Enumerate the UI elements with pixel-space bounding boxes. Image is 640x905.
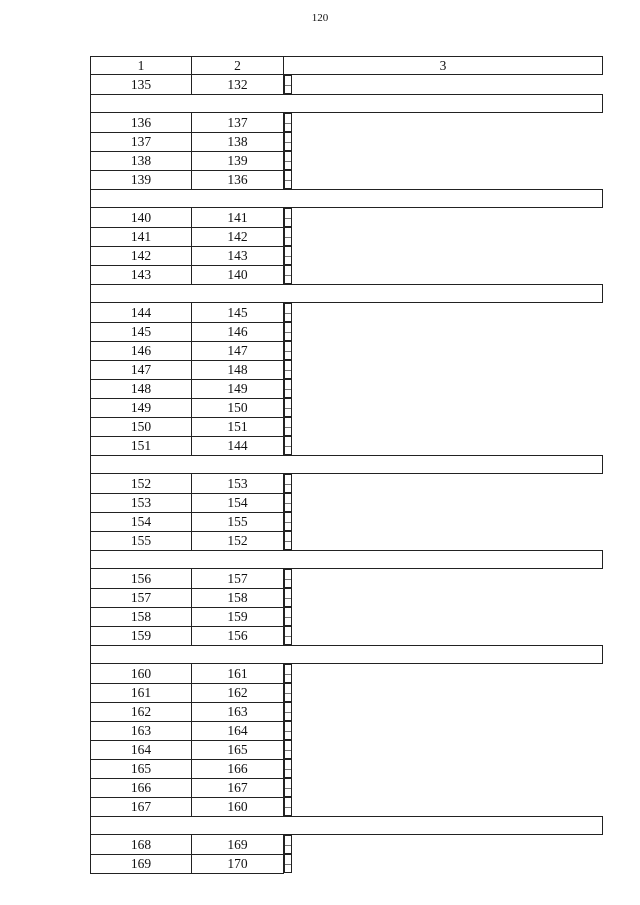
- dash-cell: –: [284, 170, 292, 189]
- separator-cell: [91, 551, 603, 569]
- dash-cell: –: [284, 664, 292, 683]
- dash-cell: –: [284, 740, 292, 759]
- number-cell: 159: [192, 607, 284, 626]
- number-cell: 143: [192, 246, 284, 265]
- table-header-row: [91, 57, 603, 75]
- table-row: [91, 360, 603, 379]
- table-row: [91, 759, 603, 778]
- number-cell: 149: [192, 379, 284, 398]
- number-cell: 140: [192, 265, 284, 285]
- table-row: [91, 854, 603, 873]
- number-cell: 153: [192, 474, 284, 494]
- number-cell: 169: [91, 854, 192, 873]
- number-cell: 166: [91, 778, 192, 797]
- table-row: [91, 588, 603, 607]
- dash-cell: –: [284, 113, 292, 132]
- number-cell: 142: [91, 246, 192, 265]
- number-cell: 165: [91, 759, 192, 778]
- table-row: [91, 626, 603, 646]
- number-cell: 145: [192, 303, 284, 323]
- number-cell: 148: [91, 379, 192, 398]
- number-cell: 159: [91, 626, 192, 646]
- number-cell: 142: [192, 227, 284, 246]
- number-cell: 161: [91, 683, 192, 702]
- number-cell: 155: [91, 531, 192, 551]
- group-separator-row: [91, 551, 603, 569]
- table-row: [91, 132, 603, 151]
- number-cell: 167: [192, 778, 284, 797]
- separator-cell: [91, 95, 603, 113]
- number-cell: 143: [91, 265, 192, 285]
- dash-cell: –: [284, 246, 292, 265]
- dash-cell: –: [284, 683, 292, 702]
- separator-cell: [91, 285, 603, 303]
- table-row: [91, 778, 603, 797]
- table-row: [91, 740, 603, 759]
- number-cell: 139: [91, 170, 192, 190]
- number-cell: 164: [192, 721, 284, 740]
- group-separator-row: [91, 817, 603, 835]
- table-row: [91, 569, 603, 589]
- group-separator-row: [91, 190, 603, 208]
- separator-cell: [91, 817, 603, 835]
- number-cell: 136: [192, 170, 284, 190]
- table-row: [91, 417, 603, 436]
- number-cell: 144: [91, 303, 192, 323]
- dash-cell: –: [284, 607, 292, 626]
- number-cell: 132: [192, 75, 284, 95]
- number-cell: 164: [91, 740, 192, 759]
- dash-cell: –: [284, 398, 292, 417]
- table-row: [91, 436, 603, 456]
- dash-cell: –: [284, 303, 292, 322]
- group-separator-row: [91, 456, 603, 474]
- dash-cell: –: [284, 569, 292, 588]
- number-cell: 157: [192, 569, 284, 589]
- table-row: [91, 398, 603, 417]
- number-cell: 141: [91, 227, 192, 246]
- number-cell: 147: [192, 341, 284, 360]
- table-row: [91, 531, 603, 551]
- number-cell: 161: [192, 664, 284, 684]
- table-body: [91, 57, 603, 874]
- dash-cell: –: [284, 341, 292, 360]
- dash-cell: –: [284, 588, 292, 607]
- number-cell: 155: [192, 512, 284, 531]
- number-cell: 150: [91, 417, 192, 436]
- table-row: [91, 379, 603, 398]
- dash-cell: –: [284, 531, 292, 550]
- number-cell: 137: [192, 113, 284, 133]
- number-cell: 168: [91, 835, 192, 855]
- number-cell: 157: [91, 588, 192, 607]
- dash-cell: –: [284, 626, 292, 645]
- table-row: [91, 341, 603, 360]
- dash-cell: –: [284, 835, 292, 854]
- dash-cell: –: [284, 360, 292, 379]
- group-separator-row: [91, 285, 603, 303]
- group-separator-row: [91, 646, 603, 664]
- table-row: [91, 265, 603, 285]
- number-cell: 154: [91, 512, 192, 531]
- dash-cell: –: [284, 797, 292, 816]
- number-cell: 167: [91, 797, 192, 817]
- dash-cell: –: [284, 721, 292, 740]
- number-cell: 154: [192, 493, 284, 512]
- table-row: [91, 702, 603, 721]
- number-cell: 150: [192, 398, 284, 417]
- table-row: [91, 721, 603, 740]
- number-cell: 158: [91, 607, 192, 626]
- dash-cell: –: [284, 132, 292, 151]
- number-cell: 136: [91, 113, 192, 133]
- table-row: [91, 75, 603, 95]
- table-row: [91, 797, 603, 817]
- number-cell: 138: [192, 132, 284, 151]
- data-table: [90, 56, 603, 874]
- table-row: [91, 683, 603, 702]
- number-cell: 165: [192, 740, 284, 759]
- number-cell: 146: [91, 341, 192, 360]
- number-cell: 162: [91, 702, 192, 721]
- table-row: [91, 227, 603, 246]
- table-row: [91, 170, 603, 190]
- table-row: [91, 512, 603, 531]
- number-cell: 139: [192, 151, 284, 170]
- number-cell: 160: [91, 664, 192, 684]
- table-row: [91, 113, 603, 133]
- dash-cell: –: [284, 702, 292, 721]
- number-cell: 166: [192, 759, 284, 778]
- dash-cell: –: [284, 379, 292, 398]
- table-row: [91, 474, 603, 494]
- table-row: [91, 835, 603, 855]
- number-cell: 163: [192, 702, 284, 721]
- number-cell: 140: [91, 208, 192, 228]
- number-cell: 163: [91, 721, 192, 740]
- dash-cell: –: [284, 854, 292, 873]
- number-cell: 170: [192, 854, 284, 873]
- dash-cell: –: [284, 227, 292, 246]
- dash-cell: –: [284, 265, 292, 284]
- number-cell: 152: [91, 474, 192, 494]
- dash-cell: –: [284, 436, 292, 455]
- dash-cell: –: [284, 512, 292, 531]
- dash-cell: –: [284, 493, 292, 512]
- dash-cell: –: [284, 75, 292, 94]
- dash-cell: –: [284, 759, 292, 778]
- number-cell: 148: [192, 360, 284, 379]
- separator-cell: [91, 646, 603, 664]
- column-header: 2: [192, 57, 284, 75]
- number-cell: 137: [91, 132, 192, 151]
- table-row: [91, 664, 603, 684]
- dash-cell: –: [284, 151, 292, 170]
- table-row: [91, 607, 603, 626]
- separator-cell: [91, 190, 603, 208]
- table-row: [91, 208, 603, 228]
- number-cell: 146: [192, 322, 284, 341]
- dash-cell: –: [284, 474, 292, 493]
- separator-cell: [91, 456, 603, 474]
- dash-cell: –: [284, 417, 292, 436]
- dash-cell: –: [284, 778, 292, 797]
- table-row: [91, 322, 603, 341]
- dash-cell: –: [284, 322, 292, 341]
- number-cell: 160: [192, 797, 284, 817]
- number-cell: 151: [91, 436, 192, 456]
- table-row: [91, 151, 603, 170]
- table-row: [91, 246, 603, 265]
- number-cell: 147: [91, 360, 192, 379]
- number-cell: 169: [192, 835, 284, 855]
- number-cell: 149: [91, 398, 192, 417]
- number-cell: 145: [91, 322, 192, 341]
- number-cell: 153: [91, 493, 192, 512]
- number-cell: 151: [192, 417, 284, 436]
- page-number: 120: [311, 12, 329, 24]
- table-row: [91, 493, 603, 512]
- number-cell: 135: [91, 75, 192, 95]
- group-separator-row: [91, 95, 603, 113]
- number-cell: 156: [91, 569, 192, 589]
- number-cell: 152: [192, 531, 284, 551]
- dash-cell: –: [284, 208, 292, 227]
- column-header: 3: [284, 57, 603, 75]
- column-header: 1: [91, 57, 192, 75]
- number-cell: 141: [192, 208, 284, 228]
- number-cell: 144: [192, 436, 284, 456]
- number-cell: 156: [192, 626, 284, 646]
- number-cell: 158: [192, 588, 284, 607]
- number-cell: 138: [91, 151, 192, 170]
- table-row: [91, 303, 603, 323]
- number-cell: 162: [192, 683, 284, 702]
